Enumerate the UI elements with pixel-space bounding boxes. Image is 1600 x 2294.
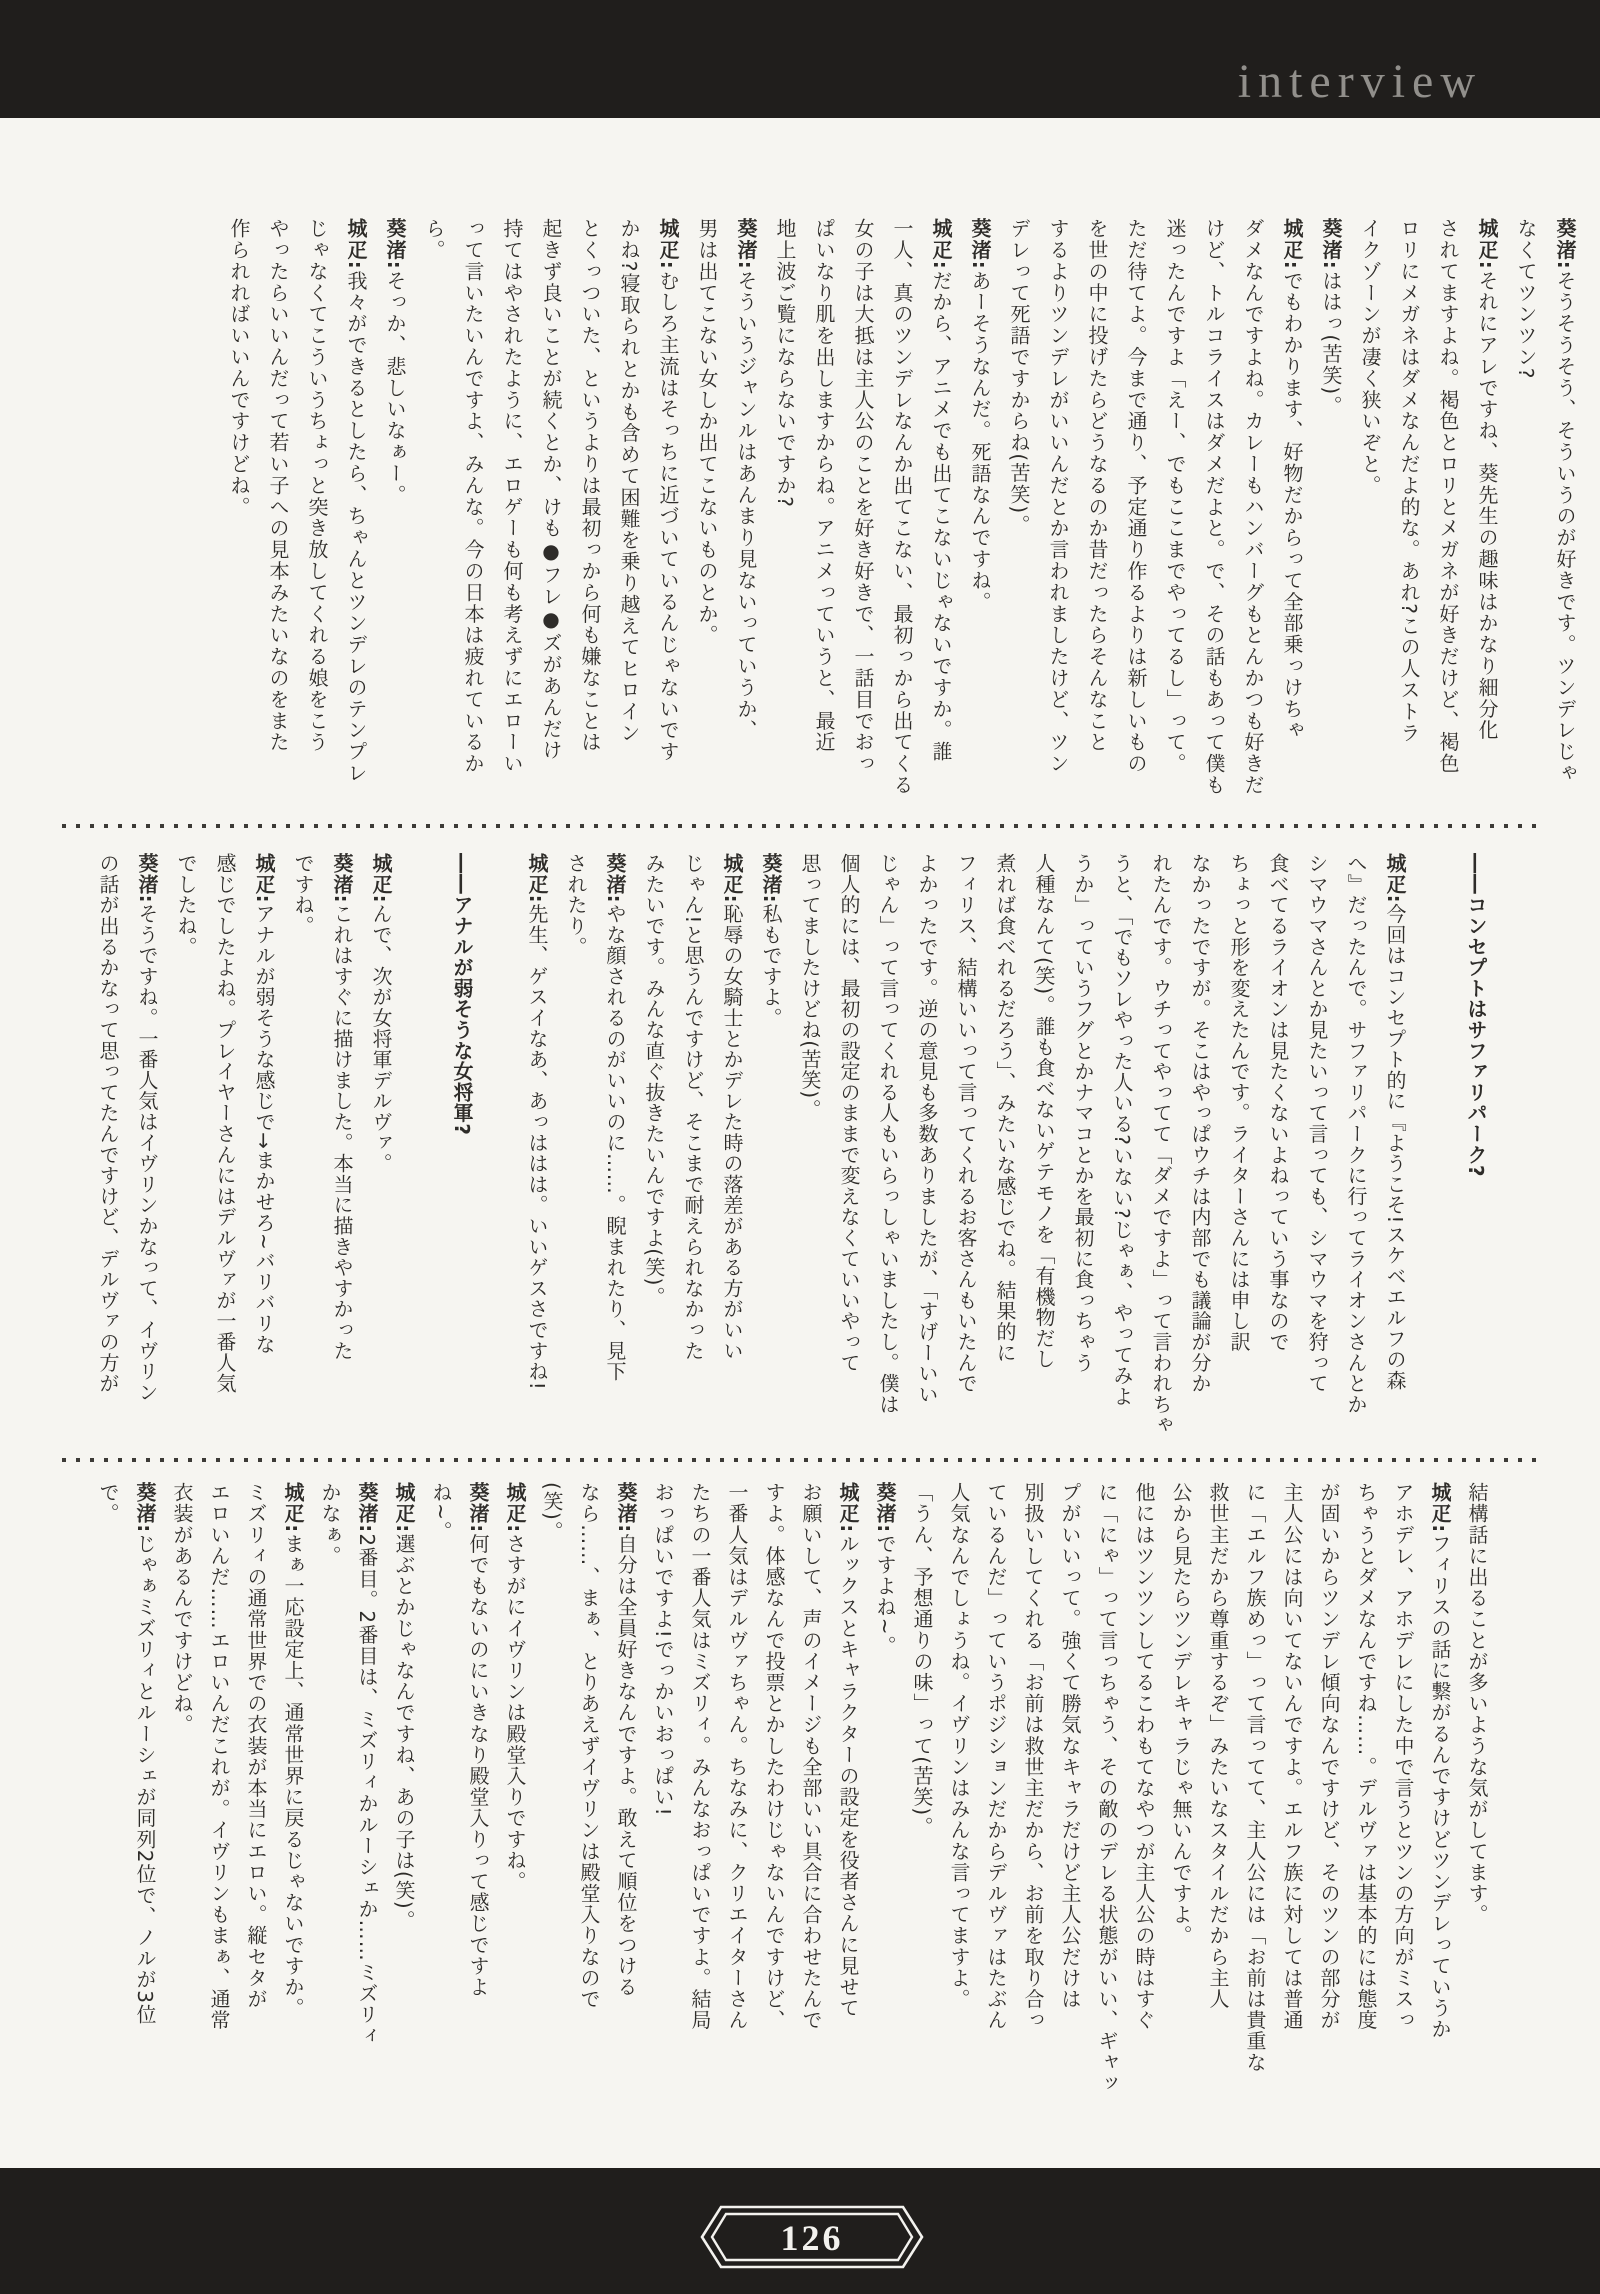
text-column: 城疋:恥辱の女騎士とかデレた時の落差がある方がいい — [720, 853, 744, 1362]
text-column: かね?寝取られとかも含めて困難を乗り越えてヒロイン — [617, 218, 641, 744]
text-column: 城疋:先生、ゲスイなあ、あっははは。いいゲスさですね! — [525, 853, 549, 1391]
speaker-label: 城疋: — [344, 218, 368, 271]
speaker-label: 城疋: — [656, 218, 680, 271]
speaker-label: 葵渚: — [466, 1482, 490, 1534]
text-column: 他にはツンツンしてるこわもてなやつが主人公の時はすぐ — [1132, 1482, 1156, 2031]
speaker-label: 葵渚: — [1319, 218, 1343, 271]
interview-text-band-3 — [89, 1482, 1495, 2094]
text-column: 城疋:今回はコンセプト的に『ようこそ!スケベエルフの森 — [1383, 853, 1407, 1391]
text-column: 葵渚:じゃぁミズリィとルーシェが同列2位で、ノルが3位 — [133, 1482, 157, 2026]
text-column: かなぁ。 — [318, 1482, 342, 1567]
speaker-label: 城疋: — [836, 1482, 860, 1534]
text-column: 城疋:だから、アニメでも出てこないじゃないですか。誰 — [929, 218, 953, 763]
header-bar — [0, 0, 1600, 118]
text-column: 城疋:ルックスとキャラクターの設定を役者さんに見せて — [836, 1482, 860, 2019]
speaker-label: 城疋: — [369, 853, 393, 904]
text-column: が固いからツンデレ傾向なんですけど、そのツンの部分が — [1317, 1482, 1341, 2031]
text-column: 葵渚:あーそうなんだ。死語なんですね。 — [968, 218, 992, 613]
text-column: デレって死語ですからね(苦笑)。 — [1007, 218, 1031, 537]
text-column: 持てはやされたように、エロゲーも何も考えずにエローい — [500, 218, 524, 775]
text-column: 主人公には向いてないんですよ。エルフ族に対しては普通 — [1280, 1482, 1304, 2031]
text-column: 城疋:フィリスの話に繋がるんですけどツンデレっていうか — [1428, 1482, 1452, 2040]
text-column: 城疋:それにアレですね、葵先生の趣味はかなり細分化 — [1475, 218, 1499, 742]
text-column: なくてツンツン? — [1514, 218, 1538, 380]
text-column: よかったです。逆の意見も多数ありましたが、「すげーいい — [915, 853, 939, 1405]
text-column: ら。 — [422, 218, 446, 261]
dotted-separator — [62, 1458, 1540, 1462]
text-column: するよりツンデレがいいんだとか言われましたけど、ツン — [1046, 218, 1070, 775]
text-column: の話が出るかなって思ってたんですけど、デルヴァの方が — [96, 853, 120, 1394]
page-number: 126 — [780, 2218, 844, 2258]
speaker-label: 城疋: — [281, 1482, 305, 1534]
text-column: なかったですが。そこはやっぱウチは内部でも議論が分か — [1188, 853, 1212, 1394]
text-column: 葵渚:自分は全員好きなんですよ。敢えて順位をつける — [614, 1482, 638, 1998]
text-column: 葵渚:ですよね~。 — [873, 1482, 897, 1657]
text-column: 一番人気はデルヴァちゃん。ちなみに、クリエイターさん — [725, 1482, 749, 2031]
text-column: 女の子は大抵は主人公のことを好き好きで、一話目でおっ — [851, 218, 875, 775]
text-column: 城疋:んで、次が女将軍デルヴァ。 — [369, 853, 393, 1174]
text-column: されてますよね。褐色とロリとメガネが好きだけど、褐色 — [1436, 218, 1460, 775]
text-column: ね~。 — [429, 1482, 453, 1543]
speaker-label: 葵渚: — [1553, 218, 1577, 271]
speaker-label: 葵渚: — [355, 1482, 379, 1534]
speaker-label: 葵渚: — [133, 1482, 157, 1534]
text-column: 救世主だから尊重するぞ」みたいなスタイルだから主人 — [1206, 1482, 1230, 2010]
speaker-label: 城疋: — [392, 1482, 416, 1534]
interview-wordmark: interview — [1237, 55, 1482, 108]
text-column: うか」っていうフグとかナマコとかを最初に食っちゃう — [1071, 853, 1095, 1373]
text-column: 地上波ご覧にならないですか? — [773, 218, 797, 509]
text-column: やったらいいんだって若い子への見本みたいなのをまた — [266, 218, 290, 753]
text-column: 葵渚:やな顔されるのがいいのに……。睨まれたり、見下 — [603, 853, 627, 1382]
text-column: 起きず良いことが続くとか、けも●フレ●ズがあんだけ — [539, 218, 563, 761]
text-column: 城疋:選ぶとかじゃなんですね、あの子は(笑)。 — [392, 1482, 416, 1931]
interview-text-band-2 — [88, 853, 1495, 1441]
text-column: 城疋:まぁ一応設定上、通常世界に戻るじゃないですか。 — [281, 1482, 305, 2019]
text-column: 感じでしたよね。プレイヤーさんにはデルヴァが一番人気 — [213, 853, 237, 1394]
text-column: 人気なんでしょうね。イヴリンはみんな言ってますよ。 — [947, 1482, 971, 2010]
text-column: プがいいって。強くて勝気なキャラだけど主人公だけは — [1058, 1482, 1082, 2010]
speaker-label: 葵渚: — [759, 853, 783, 904]
text-column: 葵渚:私もですよ。 — [759, 853, 783, 1029]
speaker-label: 葵渚: — [603, 853, 627, 904]
text-column: ているんだ」っていうポジションだからデルヴァはたぶん — [984, 1482, 1008, 2031]
text-column: 「うん、予想通りの味」って(苦笑)。 — [910, 1482, 934, 1838]
text-column: 城疋:我々ができるとしたら、ちゃんとツンデレのテンプレ — [344, 218, 368, 784]
text-column: じゃん」って言ってくれる人もいらっしゃいましたし。僕は — [876, 853, 900, 1415]
text-column: ロリにメガネはダメなんだよ的な。あれ?この人ストラ — [1397, 218, 1421, 744]
speaker-label: 城疋: — [1383, 853, 1407, 904]
text-column: に「エルフ族めっ」って言ってて、主人公には「お前は貴重な — [1243, 1482, 1267, 2073]
text-column: 葵渚:そっか、悲しいなぁー。 — [383, 218, 407, 506]
text-column: ちょっと形を変えたんです。ライターさんには申し訳 — [1227, 853, 1251, 1353]
text-column: 衣装があるんですけどね。 — [170, 1482, 194, 1736]
text-column: ぱいなり肌を出しますからね。アニメっていうと、最近 — [812, 218, 836, 753]
speaker-label: 葵渚: — [968, 218, 992, 271]
text-column: けど、トルコライスはダメだよと。で、その話もあって僕も — [1202, 218, 1226, 796]
text-column: 食べてるライオンは見たくないよねっていう事なので — [1266, 853, 1290, 1353]
text-column: (笑)。 — [540, 1482, 564, 1543]
text-column: すよ。体感なんで投票とかしたわけじゃないんですけど、 — [762, 1482, 786, 2031]
text-column: お願いして、声のイメージも全部いい具合に合わせたんで — [799, 1482, 823, 2031]
text-column: されたり。 — [564, 853, 588, 957]
text-column: でしたね。 — [174, 853, 198, 957]
text-column: ちゃうとダメなんですね……。デルヴァは基本的には態度 — [1354, 1482, 1378, 2031]
text-column: イクゾーンが凄く狭いぞと。 — [1358, 218, 1382, 497]
text-column: うと、「でもソレやった人いる?いない?じゃぁ、やってみよ — [1110, 853, 1134, 1407]
text-column: 作られればいいんですけどね。 — [227, 218, 251, 518]
speaker-label: 城疋: — [720, 853, 744, 904]
text-column: ダメなんですよね。カレーもハンバーグもとんかつも好きだ — [1241, 218, 1265, 796]
text-column: 個人的には、最初の設定のままで変えなくていいやって — [837, 853, 861, 1373]
text-column: 煮れば食べれるだろう」、みたいな感じでね。結果的に — [993, 853, 1017, 1363]
text-column: とくっついた、というよりは最初っから何も嫌なことは — [578, 218, 602, 753]
text-column: フィリス、結構いいって言ってくれるお客さんもいたんで — [954, 853, 978, 1394]
text-column: 葵渚:これはすぐに描けました。本当に描きやすかった — [330, 853, 354, 1362]
speaker-label: 城疋: — [525, 853, 549, 904]
text-column: なら……、まぁ、とりあえずイヴリンは殿堂入りなので — [577, 1482, 601, 2010]
text-column: 一人、真のツンデレなんか出てこない、最初っから出てくる — [890, 218, 914, 796]
text-column: ですね。 — [291, 853, 315, 937]
section-heading: ――コンセプトはサファリパーク? — [1464, 853, 1488, 1178]
text-column: じゃなくてこういうちょっと突き放してくれる娘をこう — [305, 218, 329, 753]
speaker-label: 葵渚: — [614, 1482, 638, 1534]
text-column: 人種なんて(笑)。誰も食べないゲテモノを「有機物だし — [1032, 853, 1056, 1370]
speaker-label: 城疋: — [929, 218, 953, 271]
speaker-label: 葵渚: — [135, 853, 159, 904]
text-column: 思ってましたけどね(苦笑)。 — [798, 853, 822, 1120]
speaker-label: 城疋: — [1280, 218, 1304, 271]
speaker-label: 城疋: — [1475, 218, 1499, 271]
text-column: 葵渚:そうですね。一番人気はイヴリンかなって、イヴリン — [135, 853, 159, 1403]
speaker-label: 城疋: — [503, 1482, 527, 1534]
text-column: って言いたいんですよ、みんな。今の日本は疲れているか — [461, 218, 485, 775]
text-column: 城疋:むしろ主流はそっちに近づいているんじゃないです — [656, 218, 680, 763]
text-column: 葵渚:ははっ(苦笑)。 — [1319, 218, 1343, 418]
text-column: 城疋:アナルが弱そうな感じで→まかせろ~バリバリな — [252, 853, 276, 1355]
text-column: 男は出てこない女しか出てこないものとか。 — [695, 218, 719, 646]
text-column: に「にゃ」って言っちゃう、その敵のデレる状態がいい、ギャッ — [1095, 1482, 1119, 2094]
text-column: 葵渚:2番目。2番目は、ミズリィかルーシェか……ミズリィ — [355, 1482, 379, 2047]
text-column: ミズリィの通常世界での衣装が本当にエロい。縦セタが — [244, 1482, 268, 2010]
interview-text-band-1 — [219, 218, 1584, 814]
text-column: を世の中に投げたらどうなるのか昔だったらそんなこと — [1085, 218, 1109, 753]
text-column: エロいんだ……エロいんだこれが。イヴリンもまぁ、通常 — [207, 1482, 231, 2031]
section-heading: ――アナルが弱そうな女将軍? — [450, 853, 474, 1136]
speaker-label: 城疋: — [252, 853, 276, 904]
speaker-label: 葵渚: — [873, 1482, 897, 1534]
text-column: シマウマさんとか見たいって言っても、シマウマを狩って — [1305, 853, 1329, 1394]
text-column: 葵渚:そういうジャンルはあんまり見ないっていうか、 — [734, 218, 758, 742]
speaker-label: 葵渚: — [383, 218, 407, 271]
text-column: おっぱいですよ!でっかいおっぱい! — [651, 1482, 675, 1817]
text-column: 葵渚:何でもないのにいきなり殿堂入りって感じですよ — [466, 1482, 490, 1998]
text-column: 城疋:でもわかります、好物だからって全部乗っけちゃ — [1280, 218, 1304, 742]
text-column: 結構話に出ることが多いような気がしてます。 — [1465, 1482, 1489, 1926]
text-column: れたんです。ウチってやってて「ダメですよ」って言われちゃ — [1149, 853, 1173, 1436]
text-column: じゃん!と思うんですけど、そこまで耐えられなかった — [681, 853, 705, 1362]
text-column: で。 — [96, 1482, 120, 1525]
text-column: 葵渚:そうそうそう、そういうのが好きです。ツンデレじゃ — [1553, 218, 1577, 784]
speaker-label: 葵渚: — [330, 853, 354, 904]
text-column: アホデレ、アホデレにした中で言うとツンの方向がミスっ — [1391, 1482, 1415, 2031]
text-column: みたいです。みんな直ぐ抜きたいんですよ(笑)。 — [642, 853, 666, 1308]
speaker-label: 葵渚: — [734, 218, 758, 271]
text-column: 別扱いしてくれる「お前は救世主だから、お前を取り合っ — [1021, 1482, 1045, 2031]
text-column: 公から見たらツンデレキャラじゃ無いんですよ。 — [1169, 1482, 1193, 1947]
dotted-separator — [62, 824, 1540, 828]
text-column: へ』だったんで。サファリパークに行ってライオンさんとか — [1344, 853, 1368, 1415]
speaker-label: 城疋: — [1428, 1482, 1452, 1534]
text-column: ただ待てよ。今まで通り、予定通り作るよりは新しいもの — [1124, 218, 1148, 775]
text-column: たちの一番人気はミズリィ。みんなおっぱいですよ。結局 — [688, 1482, 712, 2031]
text-column: 城疋:さすがにイヴリンは殿堂入りですね。 — [503, 1482, 527, 1893]
text-column: 迷ったんですよ「えー、でもここまでやってるし」って。 — [1163, 218, 1187, 775]
